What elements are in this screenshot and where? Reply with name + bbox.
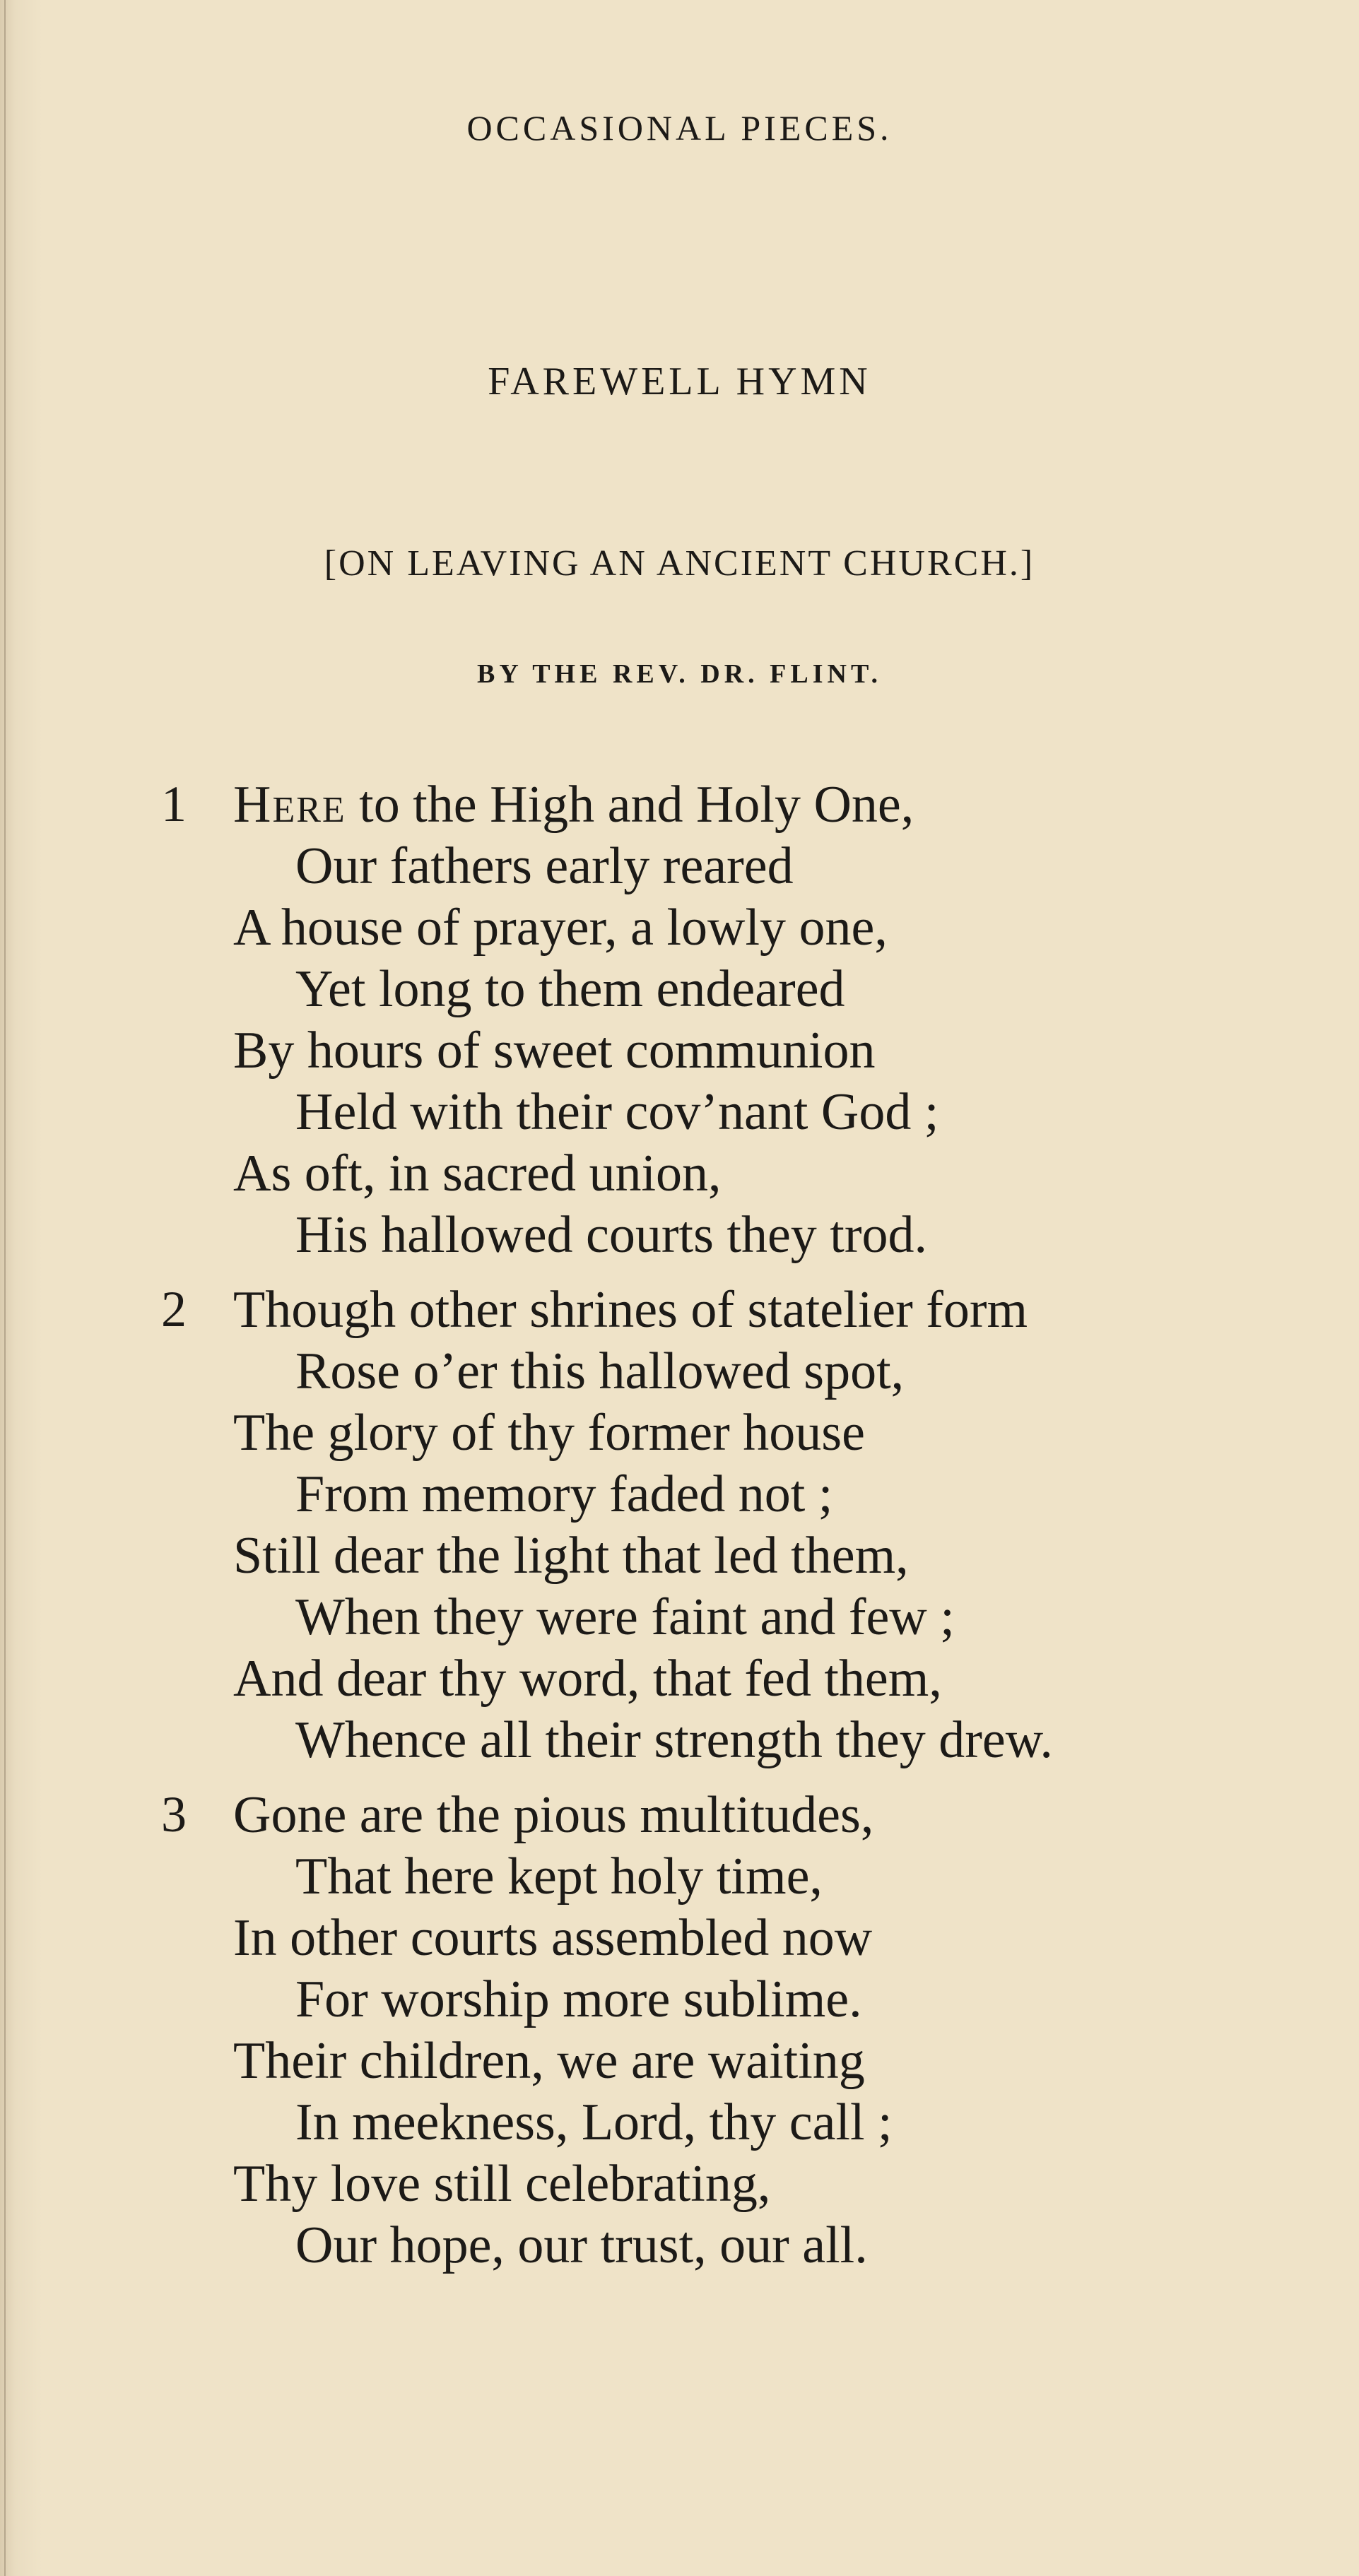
verse-line: Still dear the light that led them, [233,1527,909,1585]
verse-line: Yet long to them endeared [295,960,845,1018]
verse-line: Though other shrines of statelier form [233,1281,1028,1339]
verse-line: Thy love still celebrating, [233,2155,771,2213]
stanza-number: 2 [161,1281,187,1337]
running-head: OCCASIONAL PIECES. [466,108,893,148]
hymn-subtitle: [ON LEAVING AN ANCIENT CHURCH.] [324,543,1035,584]
verse-line: The glory of thy former house [233,1404,865,1462]
verse-line: Our fathers early reared [295,837,794,895]
stanza-number: 1 [161,776,187,832]
verse-line: From memory faded not ; [295,1465,833,1523]
verse-line: Rose o’er this hallowed spot, [295,1342,905,1400]
verse-line: When they were faint and few ; [295,1588,955,1646]
hymn-author: BY THE REV. DR. FLINT. [477,659,882,689]
verse-line: Our hope, our trust, our all. [295,2216,868,2274]
verse-line: By hours of sweet communion [233,1022,876,1080]
verse-line: For worship more sublime. [295,1971,862,2028]
verse-first-word: Here [233,776,346,834]
verse-line: Gone are the pious multitudes, [233,1786,874,1844]
verse-line: His hallowed courts they trod. [295,1206,927,1264]
verse-line: Held with their cov’nant God ; [295,1083,939,1141]
verse-line [233,776,914,834]
verse-line: In other courts assembled now [233,1909,873,1967]
verse-line: That here kept holy time, [295,1848,823,1906]
verse-line-rest: to the High and Holy One, [346,776,914,834]
stanza-number: 3 [161,1786,187,1843]
verse-line: Their children, we are waiting [233,2032,865,2090]
verse-line: And dear thy word, that fed them, [233,1650,942,1708]
hymn-title: FAREWELL HYMN [488,360,871,403]
verse-line: As oft, in sacred union, [233,1145,722,1203]
verse-line: Whence all their strength they drew. [295,1711,1053,1769]
verse-line: A house of prayer, a lowly one, [233,899,888,957]
verse-line: In meekness, Lord, thy call ; [295,2093,893,2151]
